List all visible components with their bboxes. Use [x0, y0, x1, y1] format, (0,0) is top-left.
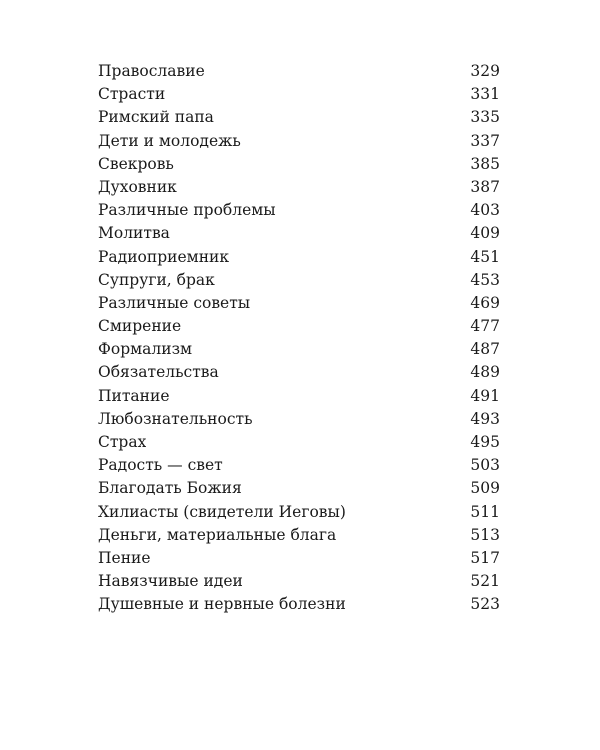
toc-entry-page: 451 — [470, 247, 500, 266]
toc-entry-title: Различные советы — [98, 293, 251, 312]
toc-entry-title: Радиоприемник — [98, 247, 230, 266]
toc-entry-title: Страсти — [98, 85, 166, 104]
toc-entry-page: 331 — [470, 85, 500, 104]
toc-entry — [98, 431, 500, 454]
toc-entry-title: Питание — [98, 386, 170, 405]
toc-entry — [98, 477, 500, 500]
toc-entry — [98, 361, 500, 384]
toc-entry-title: Формализм — [98, 340, 193, 359]
toc-entry-page: 469 — [470, 293, 500, 312]
toc-entry-page: 489 — [470, 363, 500, 382]
toc-entry — [98, 385, 500, 408]
toc-entry — [98, 246, 500, 269]
toc-entry-page: 511 — [470, 502, 500, 521]
toc-entry-page: 453 — [470, 270, 500, 289]
toc-entry-page: 385 — [470, 154, 500, 173]
toc-entry-page: 487 — [470, 340, 500, 359]
toc-entry-title: Любознательность — [98, 409, 253, 428]
toc-entry — [98, 60, 500, 83]
toc-entry — [98, 106, 500, 129]
toc-entry — [98, 338, 500, 361]
toc-entry-page: 477 — [470, 317, 500, 336]
toc-entry — [98, 454, 500, 477]
toc-entry-page: 523 — [470, 595, 500, 614]
toc-entry — [98, 524, 500, 547]
toc-entry-title: Обязательства — [98, 363, 219, 382]
toc-entry-title: Дети и молодежь — [98, 131, 241, 150]
toc-entry — [98, 593, 500, 616]
table-of-contents — [98, 60, 500, 617]
toc-entry-page: 337 — [470, 131, 500, 150]
toc-entry — [98, 570, 500, 593]
toc-entry-page: 509 — [470, 479, 500, 498]
toc-entry — [98, 153, 500, 176]
toc-entry-title: Радость — свет — [98, 456, 223, 475]
toc-entry-page: 521 — [470, 572, 500, 591]
toc-entry-page: 493 — [470, 409, 500, 428]
toc-entry-page: 335 — [470, 108, 500, 127]
toc-entry-title: Духовник — [98, 177, 177, 196]
toc-entry-page: 517 — [470, 548, 500, 567]
toc-entry-title: Душевные и нервные болезни — [98, 595, 346, 614]
toc-entry — [98, 315, 500, 338]
toc-entry-title: Пение — [98, 548, 151, 567]
toc-entry — [98, 501, 500, 524]
toc-entry-title: Православие — [98, 62, 205, 80]
toc-entry-title: Хилиасты (свидетели Иеговы) — [98, 502, 346, 521]
toc-entry-title: Деньги, материальные блага — [98, 525, 337, 544]
toc-entry — [98, 199, 500, 222]
toc-entry — [98, 83, 500, 106]
toc-entry-title: Навязчивые идеи — [98, 572, 243, 591]
toc-entry — [98, 408, 500, 431]
toc-entry — [98, 547, 500, 570]
toc-entry — [98, 292, 500, 315]
toc-entry-page: 503 — [470, 456, 500, 475]
toc-entry-page: 495 — [470, 433, 500, 451]
toc-entry — [98, 130, 500, 153]
toc-entry-title: Супруги, брак — [98, 270, 215, 289]
toc-entry-page: 329 — [470, 62, 500, 80]
toc-entry-title: Молитва — [98, 224, 170, 243]
toc-entry-page: 387 — [470, 177, 500, 196]
toc-entry — [98, 222, 500, 245]
toc-entry-title: Свекровь — [98, 154, 174, 173]
toc-entry-page: 409 — [470, 224, 500, 243]
toc-entry-page: 403 — [470, 201, 500, 220]
toc-entry-title: Римский папа — [98, 108, 214, 127]
toc-entry-title: Смирение — [98, 317, 182, 336]
toc-entry-page: 513 — [470, 525, 500, 544]
toc-entry-title: Различные проблемы — [98, 201, 276, 220]
toc-entry — [98, 269, 500, 292]
toc-entry-page: 491 — [470, 386, 500, 405]
toc-entry-title: Страх — [98, 433, 147, 451]
toc-entry — [98, 176, 500, 199]
toc-entry-title: Благодать Божия — [98, 479, 242, 498]
